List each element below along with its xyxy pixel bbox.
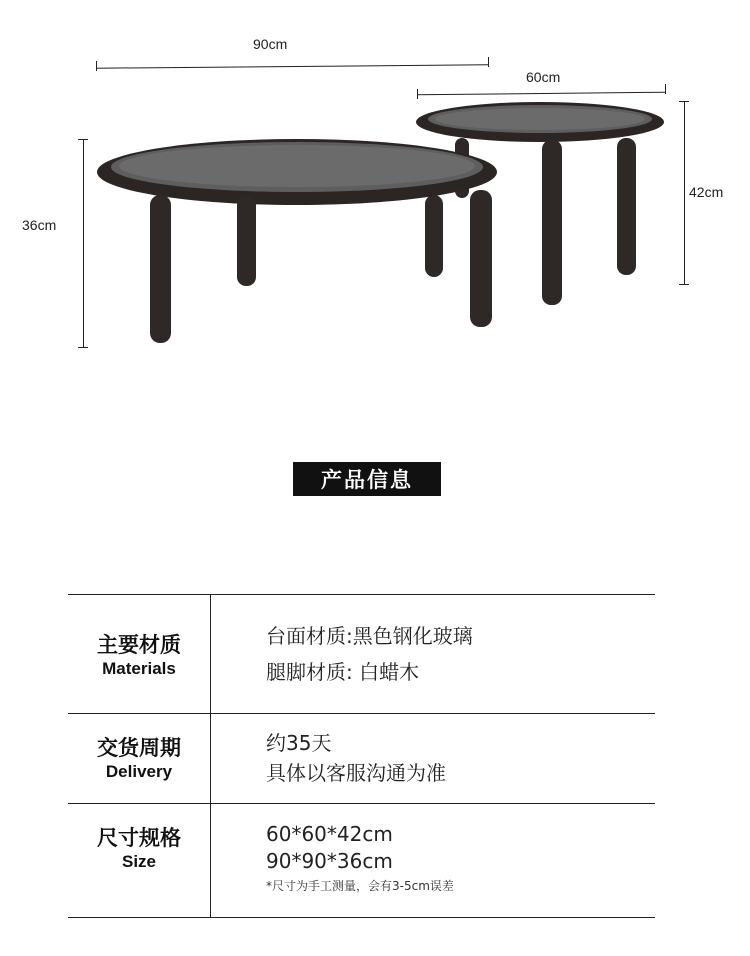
label-en: Size: [121, 852, 157, 871]
table-divider: [68, 713, 655, 714]
row-value-size: [266, 821, 454, 895]
table-border-top: [68, 594, 655, 595]
label-cn: 尺寸规格: [97, 826, 181, 850]
section-title-product-info: 产品信息: [293, 462, 441, 496]
row-value-delivery: [266, 728, 446, 788]
row-value-materials: [266, 621, 473, 687]
value-line: 约35天: [266, 731, 332, 755]
table-column-divider: [210, 594, 211, 918]
row-label-delivery: [68, 735, 210, 783]
row-label-materials: [68, 632, 210, 680]
value-line: 台面材质:黑色钢化玻璃: [266, 624, 473, 648]
row-label-size: [68, 825, 210, 873]
value-line: 腿脚材质: 白蜡木: [266, 660, 420, 684]
label-cn: 交货周期: [97, 736, 181, 760]
small-table: [416, 102, 664, 305]
dim-large-width-label: 90cm: [253, 36, 288, 52]
value-line: 具体以客服沟通为准: [266, 761, 446, 785]
size-note: *尺寸为手工测量，会有3-5cm误差: [266, 879, 454, 893]
coffee-table-photo: [0, 0, 750, 420]
dim-small-width-label: 60cm: [526, 69, 561, 85]
value-line: 60*60*42cm: [266, 822, 393, 846]
label-en: Materials: [102, 659, 176, 678]
label-en: Delivery: [105, 762, 173, 781]
value-line: 90*90*36cm: [266, 849, 393, 873]
table-divider: [68, 803, 655, 804]
table-border-bottom: [68, 917, 655, 918]
large-table: [97, 139, 497, 343]
label-cn: 主要材质: [97, 633, 181, 657]
dim-large-height-label: 36cm: [22, 217, 57, 233]
dim-small-height-label: 42cm: [689, 184, 724, 200]
